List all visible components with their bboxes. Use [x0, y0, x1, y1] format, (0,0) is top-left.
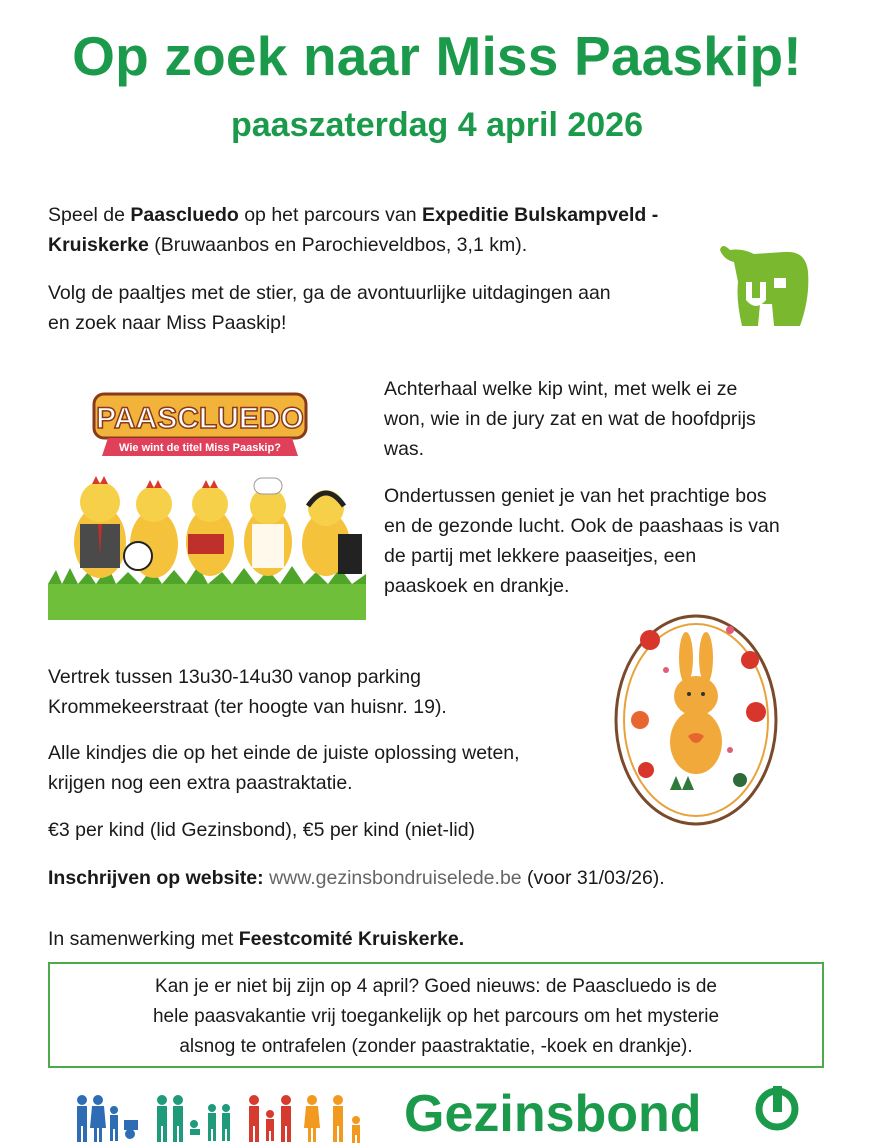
price-info: €3 per kind (lid Gezinsbond), €5 per kind (niet-lid): [48, 819, 476, 841]
page-title: Op zoek naar Miss Paaskip!: [72, 25, 802, 87]
kids-info: Alle kindjes die op het einde de juiste oplossing weten, krijgen nog een extra paastraktatie.: [48, 742, 520, 794]
intro-paragraph-2: Volg de paaltjes met de stier, ga de avontuurlijke uitdagingen aan en zoek naar Miss Paaskip!: [48, 282, 611, 334]
notice-box: Kan je er niet bij zijn op 4 april? Goed nieuws: de Paascluedo is de hele paasvakantie vrij toegankelijk op het parcours om het mysterie alsnog te ontrafelen (zonder paastraktatie, -koek en drankje).: [48, 962, 824, 1068]
register-label: Inschrijven op website:: [48, 867, 264, 889]
intro-paragraph: Speel de Paascluedo op het parcours van Expeditie Bulskampveld - Kruiskerke (Bruwaanbos en Parochieveldbos, 3,1 km).: [48, 204, 659, 256]
paascluedo-image: [48, 384, 366, 620]
right-paragraph-2: Ondertussen geniet je van het prachtige bos en de gezonde lucht. Ook de paashaas is van de partij met lekkere paaseitjes, een paaskoek en drankje.: [384, 485, 780, 597]
banner-ribbon: Wie wint de titel Miss Paaskip?: [119, 442, 281, 454]
gezinsbond-logo-icon: [754, 1086, 800, 1132]
website-link[interactable]: www.gezinsbondruiselede.be: [269, 867, 522, 889]
cooperation-info: In samenwerking met Feestcomité Kruiskerke.: [48, 928, 465, 950]
right-paragraph-1: Achterhaal welke kip wint, met welk ei ze won, wie in de jury zat en wat de hoofdprijs was.: [384, 378, 756, 460]
departure-info: Vertrek tussen 13u30-14u30 vanop parking Krommekeerstraat (ter hoogte van huisnr. 19).: [48, 666, 447, 718]
partner-name: Feestcomité Kruiskerke.: [238, 928, 465, 950]
event-date: paaszaterdag 4 april 2026: [230, 106, 643, 144]
registration-info: Inschrijven op website: www.gezinsbondruiselede.be (voor 31/03/26).: [48, 867, 665, 889]
banner-title: PAASCLUEDO: [96, 402, 304, 435]
paascluedo-bold: Paascluedo: [130, 204, 239, 226]
bull-logo-icon: [718, 238, 814, 332]
family-figures-icon: [72, 1094, 368, 1144]
easter-bunny-egg-icon: [610, 600, 782, 828]
gezinsbond-brand: Gezinsbond: [404, 1085, 702, 1143]
